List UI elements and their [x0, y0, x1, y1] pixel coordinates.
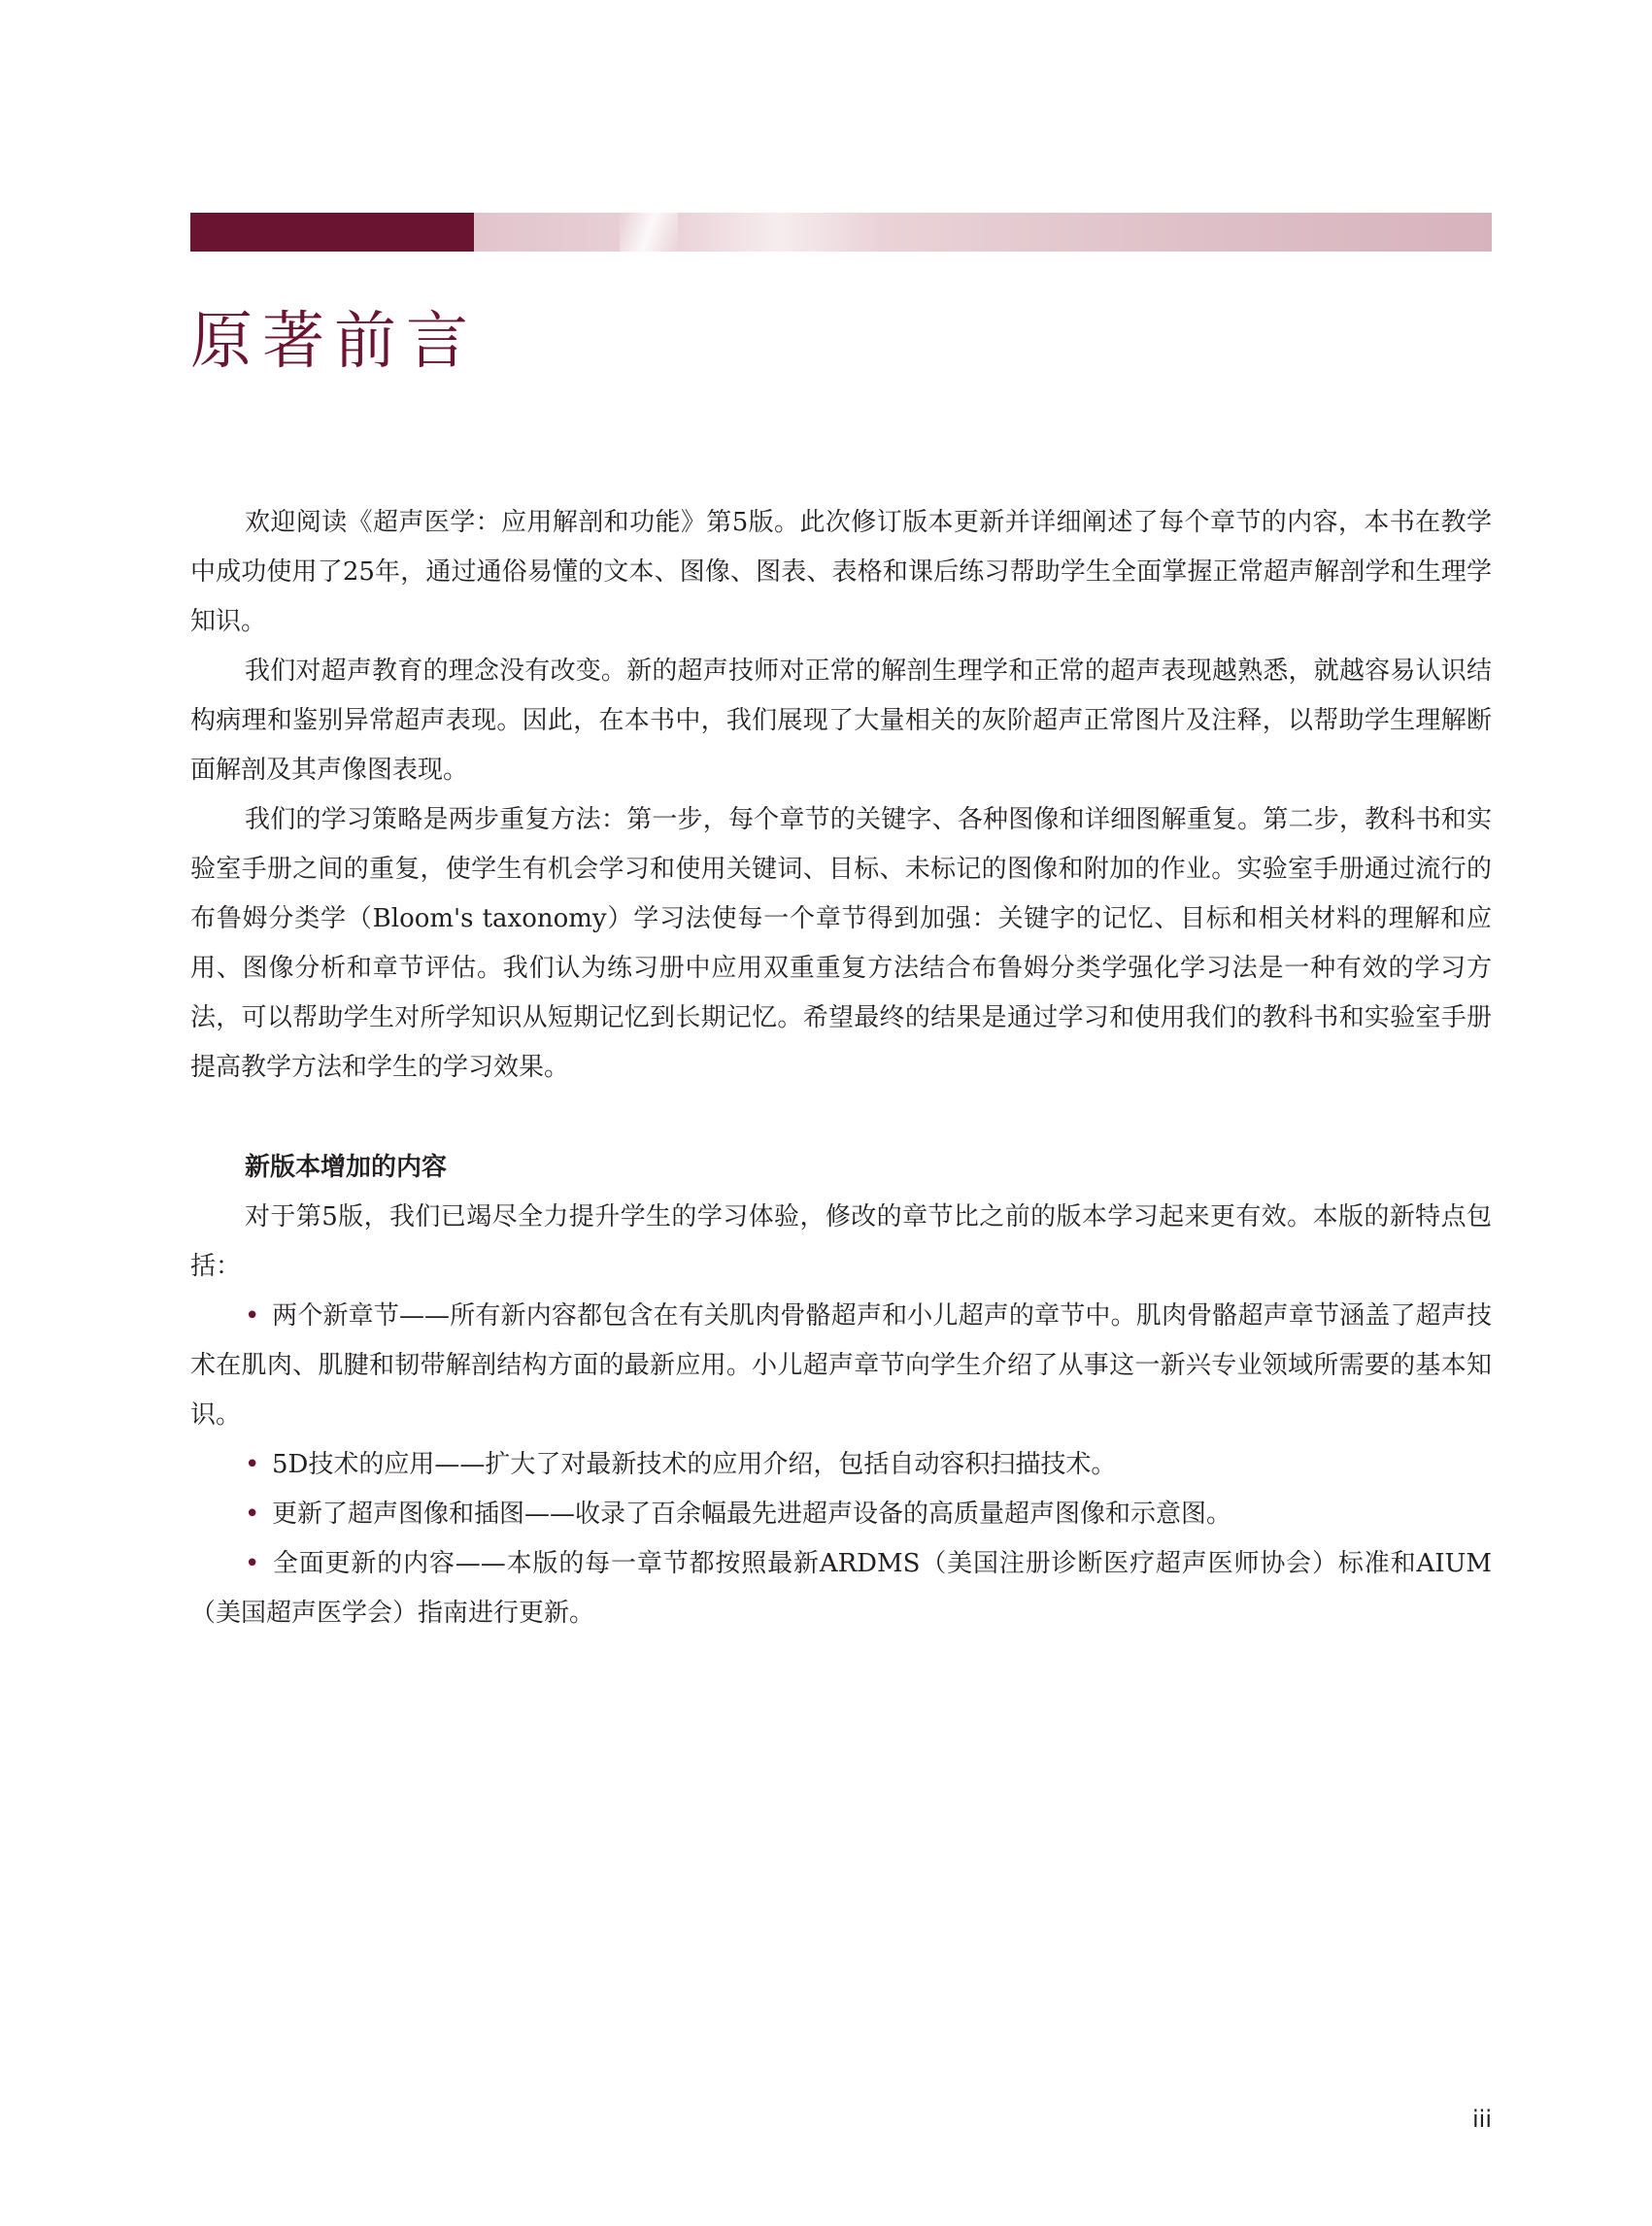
list-item [190, 1292, 1492, 1440]
page-title: 原著前言 [190, 306, 478, 378]
paragraph-intro-1: 欢迎阅读《超声医学：应用解剖和功能》第5版。此次修订版本更新并详细阐述了每个章节的内容，本书在教学中成功使用了25年，通过通俗易懂的文本、图像、图表、表格和课后练习帮助学生全面掌握正常超声解剖学和生理学知识。 [190, 508, 1492, 636]
header-bar-light-segment [474, 213, 1492, 252]
list-item [190, 1440, 1492, 1490]
list-item-text: 5D技术的应用——扩大了对最新技术的应用介绍，包括自动容积扫描技术。 [272, 1450, 1117, 1479]
paragraph-new-edition-intro: 对于第5版，我们已竭尽全力提升学生的学习体验，修改的章节比之前的版本学习起来更有效。本版的新特点包括： [190, 1202, 1492, 1281]
page-number: iii [1471, 2106, 1492, 2133]
preface-content [190, 498, 1492, 1638]
list-item [190, 1539, 1492, 1638]
list-item-text: 更新了超声图像和插图——收录了百余幅最先进超声设备的高质量超声图像和示意图。 [272, 1500, 1232, 1529]
bullet-icon: • [245, 1301, 260, 1331]
feature-list [190, 1292, 1492, 1638]
list-item-text: 全面更新的内容——本版的每一章节都按照最新ARDMS（美国注册诊断医疗超声医师协会）标准和AIUM（美国超声医学会）指南进行更新。 [190, 1549, 1492, 1628]
bullet-icon: • [245, 1549, 260, 1578]
header-bar-dark-segment [190, 213, 474, 252]
list-item [190, 1490, 1492, 1539]
paragraph-intro-3: 我们的学习策略是两步重复方法：第一步，每个章节的关键字、各种图像和详细图解重复。第二步，教科书和实验室手册之间的重复，使学生有机会学习和使用关键词、目标、未标记的图像和附加的作业。实验室手册通过流行的布鲁姆分类学（Bloom's taxonomy）学习法使每一个章节得到加强：关键字的记忆、目标和相关材料的理解和应用、图像分析和章节评估。我们认为练习册中应用双重重复方法结合布鲁姆分类学强化学习法是一种有效的学习方法，可以帮助学生对所学知识从短期记忆到长期记忆。希望最终的结果是通过学习和使用我们的教科书和实验室手册提高教学方法和学生的学习效果。 [190, 805, 1492, 1082]
bullet-icon: • [245, 1500, 260, 1529]
paragraph-intro-2: 我们对超声教育的理念没有改变。新的超声技师对正常的解剖生理学和正常的超声表现越熟悉，就越容易认识结构病理和鉴别异常超声表现。因此，在本书中，我们展现了大量相关的灰阶超声正常图片及注释，以帮助学生理解断面解剖及其声像图表现。 [190, 657, 1492, 785]
list-item-text: 两个新章节——所有新内容都包含在有关肌肉骨骼超声和小儿超声的章节中。肌肉骨骼超声章节涵盖了超声技术在肌肉、肌腱和韧带解剖结构方面的最新应用。小儿超声章节向学生介绍了从事这一新兴专业领域所需要的基本知识。 [190, 1301, 1492, 1430]
header-bar [190, 213, 1492, 252]
section-heading-new-edition: 新版本增加的内容 [245, 1153, 448, 1182]
bullet-icon: • [245, 1450, 260, 1479]
